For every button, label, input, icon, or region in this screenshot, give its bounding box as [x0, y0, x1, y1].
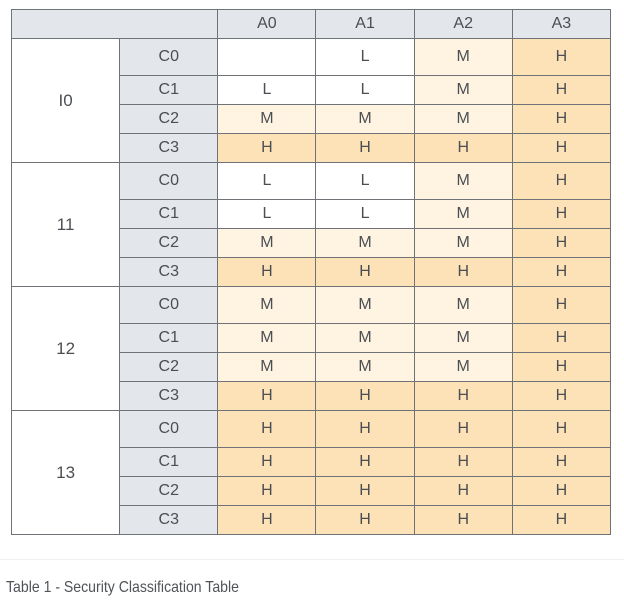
classification-cell: H	[414, 448, 512, 477]
corner-cell	[12, 10, 218, 39]
classification-cell: H	[316, 448, 414, 477]
row-sub-label: C0	[120, 411, 218, 448]
header-row	[12, 10, 611, 39]
row-group-label: 12	[12, 287, 120, 411]
row-sub-label: C2	[120, 353, 218, 382]
caption-divider	[0, 559, 624, 560]
classification-cell: H	[512, 105, 610, 134]
row-sub-label: C0	[120, 39, 218, 76]
classification-cell: H	[414, 382, 512, 411]
classification-cell: M	[414, 39, 512, 76]
classification-cell: H	[316, 258, 414, 287]
table-row	[12, 411, 611, 448]
row-sub-label: C3	[120, 134, 218, 163]
classification-cell: H	[512, 382, 610, 411]
classification-cell: L	[316, 39, 414, 76]
classification-cell: H	[512, 229, 610, 258]
classification-cell: H	[316, 506, 414, 535]
classification-cell: L	[218, 76, 316, 105]
row-sub-label: C0	[120, 163, 218, 200]
classification-cell: H	[218, 506, 316, 535]
classification-cell: L	[218, 163, 316, 200]
classification-cell: H	[218, 477, 316, 506]
table-row	[12, 163, 611, 200]
classification-cell: M	[316, 229, 414, 258]
classification-cell: H	[512, 506, 610, 535]
classification-cell: H	[414, 411, 512, 448]
row-sub-label: C3	[120, 506, 218, 535]
classification-cell: H	[316, 477, 414, 506]
security-classification-table	[11, 9, 611, 535]
classification-cell: H	[414, 258, 512, 287]
row-sub-label: C1	[120, 200, 218, 229]
table-row	[12, 39, 611, 76]
table-caption: Table 1 - Security Classification Table	[6, 579, 239, 596]
row-sub-label: C3	[120, 382, 218, 411]
classification-cell: M	[218, 353, 316, 382]
row-sub-label: C1	[120, 448, 218, 477]
classification-cell: M	[414, 353, 512, 382]
classification-cell: M	[414, 229, 512, 258]
table-row	[12, 287, 611, 324]
classification-cell: M	[218, 229, 316, 258]
classification-cell: M	[316, 353, 414, 382]
classification-cell	[218, 39, 316, 76]
column-header: A1	[316, 10, 414, 39]
classification-cell: H	[512, 477, 610, 506]
classification-cell: M	[218, 105, 316, 134]
row-group-label: 13	[12, 411, 120, 535]
row-group-label: 11	[12, 163, 120, 287]
row-sub-label: C3	[120, 258, 218, 287]
classification-cell: H	[414, 134, 512, 163]
classification-cell: H	[512, 76, 610, 105]
classification-cell: H	[316, 411, 414, 448]
classification-cell: M	[414, 163, 512, 200]
classification-cell: H	[512, 324, 610, 353]
classification-cell: M	[316, 105, 414, 134]
row-group-label: I0	[12, 39, 120, 163]
classification-cell: H	[414, 506, 512, 535]
column-header: A0	[218, 10, 316, 39]
classification-cell: M	[414, 76, 512, 105]
classification-cell: H	[512, 39, 610, 76]
classification-cell: H	[316, 134, 414, 163]
classification-cell: M	[218, 287, 316, 324]
row-sub-label: C1	[120, 76, 218, 105]
classification-cell: H	[512, 258, 610, 287]
classification-cell: H	[414, 477, 512, 506]
classification-cell: H	[218, 382, 316, 411]
classification-cell: H	[218, 448, 316, 477]
classification-cell: L	[316, 200, 414, 229]
classification-cell: L	[316, 76, 414, 105]
classification-cell: H	[512, 448, 610, 477]
classification-cell: H	[316, 382, 414, 411]
classification-cell: M	[414, 324, 512, 353]
classification-cell: M	[414, 105, 512, 134]
row-sub-label: C2	[120, 477, 218, 506]
classification-cell: H	[512, 353, 610, 382]
column-header: A3	[512, 10, 610, 39]
classification-cell: H	[512, 200, 610, 229]
classification-cell: M	[218, 324, 316, 353]
classification-cell: H	[218, 134, 316, 163]
column-header: A2	[414, 10, 512, 39]
classification-cell: M	[316, 287, 414, 324]
classification-cell: H	[512, 163, 610, 200]
classification-cell: H	[512, 134, 610, 163]
table-body	[12, 39, 611, 535]
classification-cell: L	[316, 163, 414, 200]
row-sub-label: C2	[120, 105, 218, 134]
classification-cell: M	[316, 324, 414, 353]
classification-cell: M	[414, 200, 512, 229]
classification-cell: H	[218, 258, 316, 287]
classification-cell: H	[218, 411, 316, 448]
classification-cell: M	[414, 287, 512, 324]
classification-cell: L	[218, 200, 316, 229]
row-sub-label: C0	[120, 287, 218, 324]
row-sub-label: C1	[120, 324, 218, 353]
classification-cell: H	[512, 287, 610, 324]
row-sub-label: C2	[120, 229, 218, 258]
classification-cell: H	[512, 411, 610, 448]
